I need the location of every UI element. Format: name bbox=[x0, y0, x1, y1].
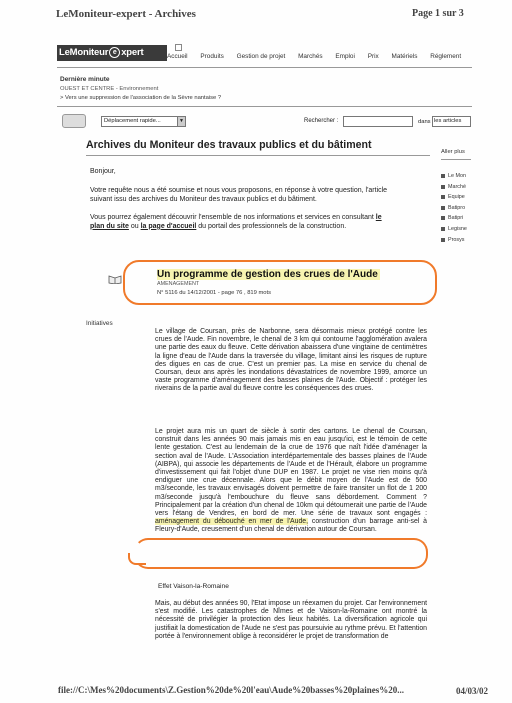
handdrawn-circle-annotation bbox=[123, 260, 437, 305]
article-rubric: AMENAGEMENT bbox=[157, 281, 200, 287]
sidebar-item[interactable]: Equipe bbox=[441, 192, 467, 203]
search-label: Rechercher : bbox=[304, 118, 339, 124]
site-logo[interactable] bbox=[57, 45, 167, 61]
nav-item-accueil[interactable]: Accueil bbox=[167, 53, 188, 60]
search-scope-select[interactable]: les articles bbox=[432, 116, 471, 127]
more-info-text bbox=[90, 214, 390, 232]
home-page-link[interactable]: la page d'accueil bbox=[140, 222, 197, 230]
print-footer-path: file://C:\Mes%20documents\Z.Gestion%20de%20l'eau\Aude%20basses%20plaines%20... bbox=[58, 685, 405, 695]
request-text: Votre requête nous a été soumise et nous vous proposons, en réponse à votre question, l'article suivant issu des archives du Moniteur des travaux publics et du bâtiment. bbox=[90, 187, 388, 203]
sidebar-header: Aller plus bbox=[441, 149, 465, 155]
chevron-down-icon: ▼ bbox=[177, 117, 185, 126]
quick-nav-value: Déplacement rapide... bbox=[104, 118, 161, 124]
nav-item-marches[interactable]: Marchés bbox=[298, 53, 323, 60]
nav-item-reglement[interactable]: Réglement bbox=[430, 53, 462, 60]
article-meta: N° 5116 du 14/12/2001 - page 76 , 819 mots bbox=[157, 290, 272, 296]
header-divider bbox=[57, 67, 472, 68]
quick-nav-select[interactable] bbox=[101, 116, 186, 127]
last-minute-section: OUEST ET CENTRE - Environnement bbox=[60, 86, 159, 92]
title-underline bbox=[86, 155, 430, 156]
logo-e-icon: e bbox=[109, 47, 120, 58]
nav-item-prix[interactable]: Prix bbox=[367, 53, 379, 60]
last-minute-title: Dernière minute bbox=[60, 76, 110, 83]
print-footer-date: 04/03/02 bbox=[456, 686, 489, 696]
nav-item-gestion-projet[interactable]: Gestion de projet bbox=[236, 53, 286, 60]
site-map-link[interactable]: le plan du site bbox=[90, 214, 382, 230]
article-title: Un programme de gestion des crues de l'Aude bbox=[157, 269, 378, 280]
nav-item-emploi[interactable]: Emploi bbox=[335, 53, 355, 60]
book-icon bbox=[108, 274, 122, 284]
last-minute-divider bbox=[57, 106, 472, 107]
sidebar-item[interactable]: Legisne bbox=[441, 224, 467, 235]
main-nav bbox=[167, 53, 472, 60]
p2-after: construction d'un barrage anti-sel à Fleury-d'Aude, creusement d'un chenal de dérivation autour de Coursan. bbox=[155, 518, 427, 534]
search-input[interactable] bbox=[343, 116, 413, 127]
more-prefix: Vous pourrez également découvrir l'ensemble de nos informations et services en consultant bbox=[90, 214, 376, 221]
nav-item-materiels[interactable]: Matériels bbox=[391, 53, 418, 60]
article-paragraph-1: Le village de Coursan, près de Narbonne, sera désormais mieux protégé contre les crues de l'Aude. Fin novembre, le chenal de 3 km qui contourne l'agglomération avalera une partie des eaux du fleuve. Cette dérivation abaissera d'une vingtaine de centimètres la ligne d'eau de l'Aude dans la traversée du village, limitant ainsi les risques de rupture des digues en cas de crue. C'est un premier pas. La mise en service du chenal de Coursan, deux ans après les inondations dévastatrices de novembre 1999, amorce un vaste programme d'aménagement des basses plaines de l'Aude. Objectif : protéger les riverains de la partie aval du fleuve contre les conséquences des crues. bbox=[155, 328, 427, 393]
section-label: Initiatives bbox=[86, 320, 113, 327]
article-paragraph-3: Mais, au début des années 90, l'Etat impose un réexamen du projet. Car l'environnement s'est modifié. Les catastrophes de Nîmes et de Vaison-la-Romaine ont montré la nécessité de privilégier la protection des lieux habités. La diversification agricole qui justifiait la domestication de l'Aude ne s'est pas poursuivie au rythme prévu. Et l'attention portée à l'environnement oblige à reconsidérer le projet de transformation de bbox=[155, 600, 427, 640]
search-scope-label: dans bbox=[418, 119, 431, 125]
sidebar-item[interactable]: Marché bbox=[441, 182, 467, 193]
print-header-title: LeMoniteur-expert - Archives bbox=[56, 8, 196, 20]
navigation-arrows-icon[interactable] bbox=[62, 114, 86, 128]
handdrawn-bracket-tail bbox=[128, 553, 146, 565]
sidebar-item[interactable]: Batipro bbox=[441, 203, 467, 214]
last-minute-link[interactable]: > Vers une suppression de l'association de la Sèvre nantaise ? bbox=[60, 95, 222, 101]
handdrawn-bracket-annotation bbox=[134, 538, 428, 569]
nav-item-produits[interactable]: Produits bbox=[200, 53, 224, 60]
highlighted-text: aménagement du débouché en mer de l'Aude, bbox=[155, 518, 309, 526]
article-subheading: Effet Vaison-la-Romaine bbox=[158, 583, 229, 590]
sidebar-item[interactable]: Prosys bbox=[441, 235, 467, 246]
article-paragraph-2 bbox=[155, 428, 427, 535]
more-mid: ou bbox=[128, 222, 141, 230]
sidebar-item[interactable]: Batipri bbox=[441, 213, 467, 224]
sidebar-item[interactable]: Le Mon bbox=[441, 171, 467, 182]
p2-before: Le projet aura mis un quart de siècle à sortir des cartons. Le chenal de Coursan, construit dans les années 90 mais jamais mis en eau jusqu'ici, est le témoin de cette lente gestation. C'est au lendemain de la crue de 1976 que naît l'idée d'aménager la section aval de l'Aude. L'Association interdépartementale des basses plaines de l'Aude (AIBPA), qui associe les départements de l'Aude et de l'Hérault, élabore un programme d'investissement qui fait l'objet d'une DUP en 1987. Le projet ne vise rien moins qu'à endiguer une crue décennale. Alors que le débit moyen de l'Aude est de 500 m3/seconde, les travaux envisagés doivent permettre de faire transiter un flot de 1 200 m3/seconde jusqu'à l'embouchure du fleuve sans débordement. Comment ? Principalement par la création d'un chenal de 10km qui détournerait une partie de l'Aude vers l'étang de Vendres, en bord de mer. Une série de travaux sont engagés : bbox=[155, 428, 427, 518]
sidebar-links bbox=[441, 171, 467, 245]
greeting: Bonjour, bbox=[90, 168, 116, 175]
logo-text-part1: LeMoniteur bbox=[59, 47, 109, 58]
nav-checkbox[interactable] bbox=[175, 44, 182, 51]
sidebar-divider bbox=[441, 159, 471, 160]
page-title: Archives du Moniteur des travaux publics et du bâtiment bbox=[86, 139, 372, 151]
print-header-page: Page 1 sur 3 bbox=[412, 8, 464, 19]
logo-text-part2: xpert bbox=[121, 47, 144, 58]
more-suffix: du portail des professionnels de la construction. bbox=[196, 222, 347, 230]
